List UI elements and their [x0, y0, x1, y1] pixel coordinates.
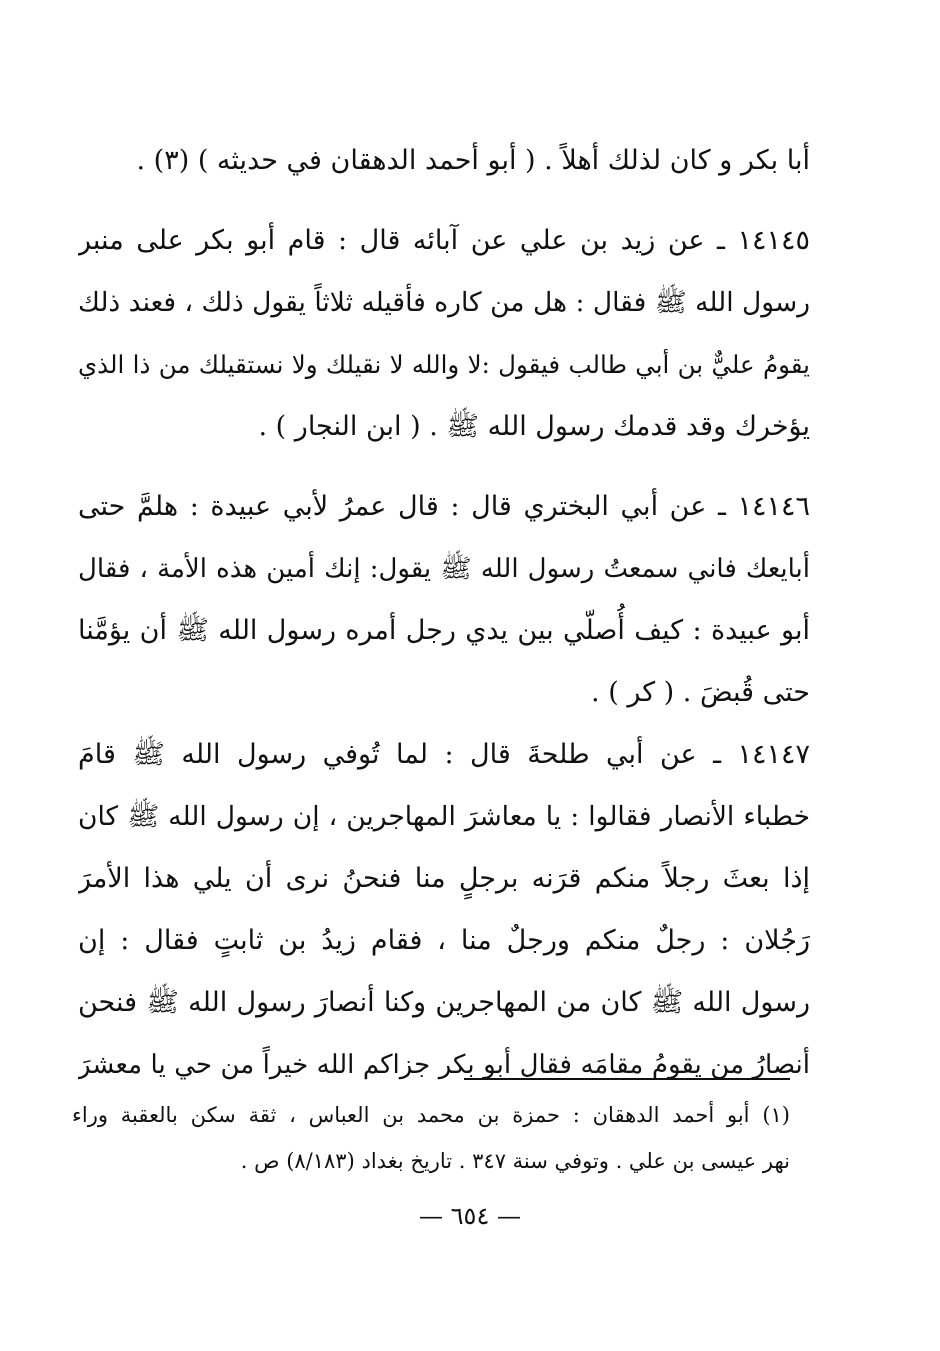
text-line: أبايعك فاني سمعتُ رسول الله ﷺ يقول: إنك أمين هذه الأمة ، فقال [78, 554, 810, 584]
footnote-line: (١) أبو أحمد الدهقان : حمزة بن محمد بن العباس ، ثقة سكن بالعقبة وراء [72, 1103, 790, 1127]
text-line: رَجُلان : رجلٌ منكم ورجلٌ منا ، فقام زيدُ بن ثابتٍ فقال : إن [78, 925, 810, 956]
text-line: حتى قُبضَ . ( كر ) . [591, 677, 810, 708]
footnotes [72, 1092, 790, 1184]
hadith-14145 [78, 210, 810, 458]
hadith-14147 [78, 724, 810, 1096]
text-line: ١٤١٤٧ ـ عن أبي طلحةَ قال : لما تُوفي رسول الله ﷺ قامَ [78, 739, 810, 770]
text-line: ١٤١٤٥ ـ عن زيد بن علي عن آبائه قال : قام أبو بكر على منبر [78, 225, 810, 256]
text-line: رسول الله ﷺ فقال : هل من كاره فأقيله ثلاثاً يقول ذلك ، فعند ذلك [78, 287, 810, 318]
text-line: ١٤١٤٦ ـ عن أبي البختري قال : قال عمرُ لأبي عبيدة : هلمَّ حتى [78, 491, 810, 522]
text-line: يؤخرك وقد قدمك رسول الله ﷺ . ( ابن النجار ) . [258, 411, 810, 442]
text-line: رسول الله ﷺ كان من المهاجرين وكنا أنصارَ رسول الله ﷺ فنحن [78, 987, 810, 1018]
main-text [78, 130, 810, 1096]
paragraph-gap [78, 458, 810, 476]
text-line: أنصارُ من يقومُ مقامَه فقال أبو بكر جزاكم الله خيراً من حي يا معشرَ [78, 1050, 810, 1080]
hadith-14146 [78, 476, 810, 724]
text-line: أبو عبيدة : كيف أُصلّي بين يدي رجل أمره رسول الله ﷺ أن يؤمَّنا [78, 615, 810, 646]
footnote-divider [464, 1078, 790, 1080]
footnote-line: نهر عيسى بن علي . وتوفي سنة ٣٤٧ . تاريخ بغداد (٨/١٨٣) ص . [240, 1149, 790, 1173]
intro-line: أبا بكر و كان لذلك أهلاً . ( أبو أحمد الدهقان في حديثه ) (٣) . [136, 145, 810, 176]
page-number: — ٦٥٤ — [419, 1202, 521, 1230]
text-line: يقومُ عليٌّ بن أبي طالب فيقول :لا والله لا نقيلك ولا نستقيلك من ذا الذي [78, 350, 810, 379]
text-line: خطباء الأنصار فقالوا : يا معاشرَ المهاجرين ، إن رسول الله ﷺ كان [78, 801, 810, 832]
text-line: إذا بعثَ رجلاً منكم قرَنه برجلٍ منا فنحنُ نرى أن يلي هذا الأمرَ [78, 863, 810, 894]
paragraph-gap [78, 192, 810, 210]
